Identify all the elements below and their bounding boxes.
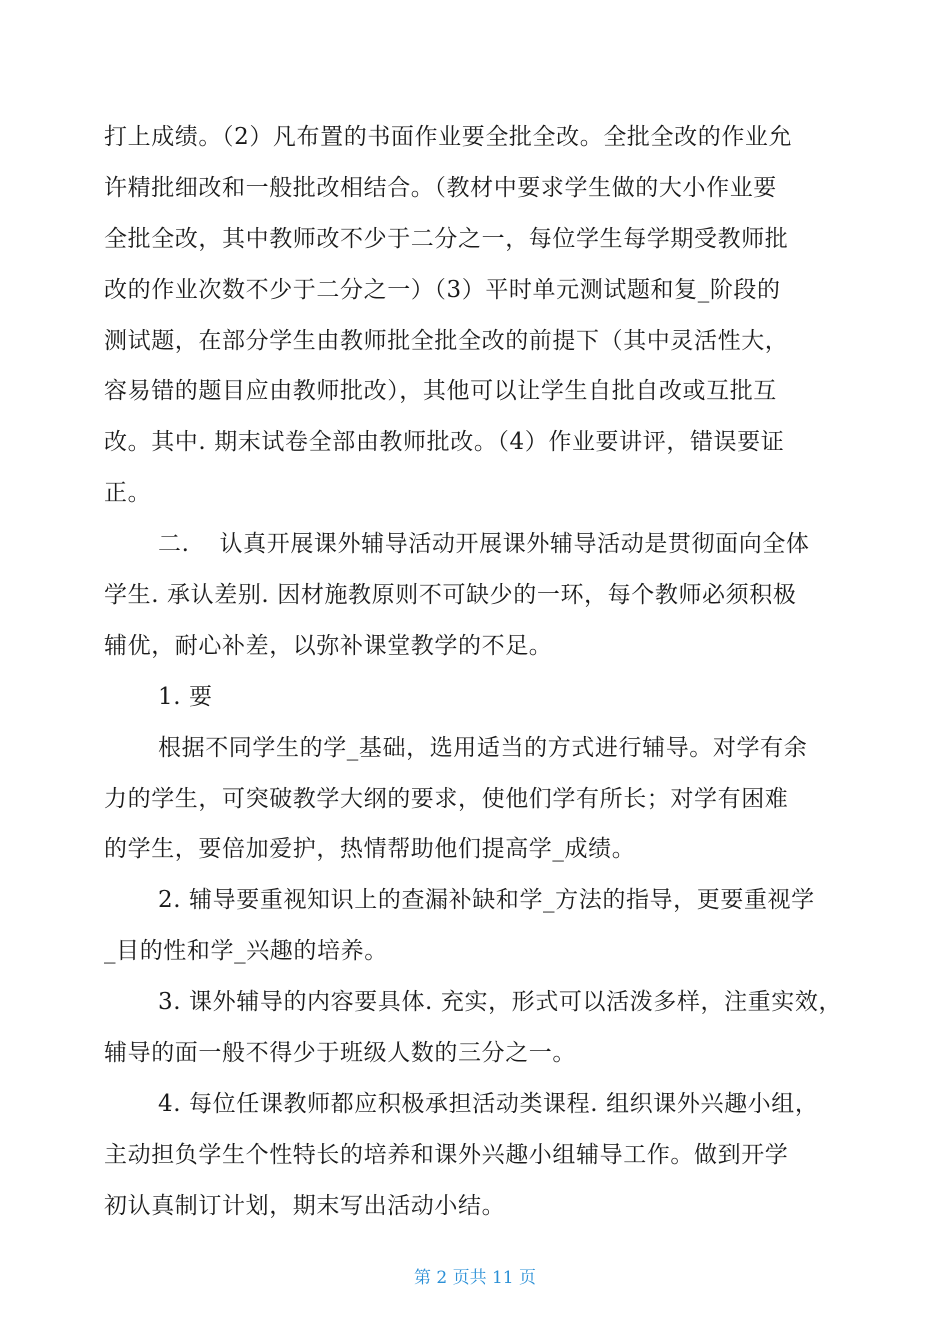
- paragraph-line: 许精批细改和一般批改相结合。（教材中要求学生做的大小作业要: [104, 174, 777, 201]
- paragraph-line: 全批全改，其中教师改不少于二分之一，每位学生每学期受教师批: [104, 225, 789, 252]
- paragraph-line: 学生. 承认差别. 因材施教原则不可缺少的一环，每个教师必须积极: [104, 582, 797, 609]
- paragraph-line: 测试题，在部分学生由教师批全批全改的前提下（其中灵活性大，: [104, 327, 789, 354]
- paragraph-line: 容易错的题目应由教师批改），其他可以让学生自批自改或互批互: [104, 378, 777, 405]
- section-heading-line: [104, 519, 864, 570]
- paragraph-line: 初认真制订计划，期末写出活动小结。: [104, 1192, 506, 1219]
- paragraph-line: 辅导的面一般不得少于班级人数的三分之一。: [104, 1040, 576, 1067]
- paragraph-line: 改。其中. 期末试卷全部由教师批改。（4）作业要讲评，错误要证: [104, 429, 785, 456]
- section-heading-text: 认真开展课外辅导活动开展课外辅导活动是贯彻面向全体: [219, 531, 810, 558]
- paragraph-line: 辅优，耐心补差，以弥补课堂教学的不足。: [104, 632, 553, 659]
- section-number: 二.: [158, 531, 190, 558]
- document-body: [104, 112, 864, 1232]
- paragraph-line: 改的作业次数不少于二分之一）（3）平时单元测试题和复_阶段的: [104, 276, 781, 303]
- paragraph-line: 正。: [104, 480, 152, 507]
- item-heading: 1. 要: [158, 683, 213, 710]
- paragraph-line: 打上成绩。（2）凡布置的书面作业要全批全改。全批全改的作业允: [104, 124, 793, 150]
- paragraph-line: _目的性和学_兴趣的培养。: [104, 938, 388, 965]
- list-item-line: 2. 辅导要重视知识上的查漏补缺和学_方法的指导，更要重视学: [158, 887, 815, 914]
- page-number-footer: 第 2 页共 11 页: [413, 1268, 537, 1288]
- list-item-line: 4. 每位任课教师都应积极承担活动类课程. 组织课外兴趣小组，: [158, 1090, 819, 1117]
- paragraph-line: 根据不同学生的学_基础，选用适当的方式进行辅导。对学有余: [158, 734, 808, 761]
- list-item-line: 3. 课外辅导的内容要具体. 充实，形式可以活泼多样，注重实效，: [158, 989, 843, 1016]
- paragraph-line: 的学生，要倍加爱护，热情帮助他们提高学_成绩。: [104, 836, 636, 863]
- paragraph-line: 力的学生，可突破教学大纲的要求，使他们学有所长；对学有困难: [104, 785, 789, 812]
- paragraph-line: 主动担负学生个性特长的培养和课外兴趣小组辅导工作。做到开学: [104, 1141, 789, 1168]
